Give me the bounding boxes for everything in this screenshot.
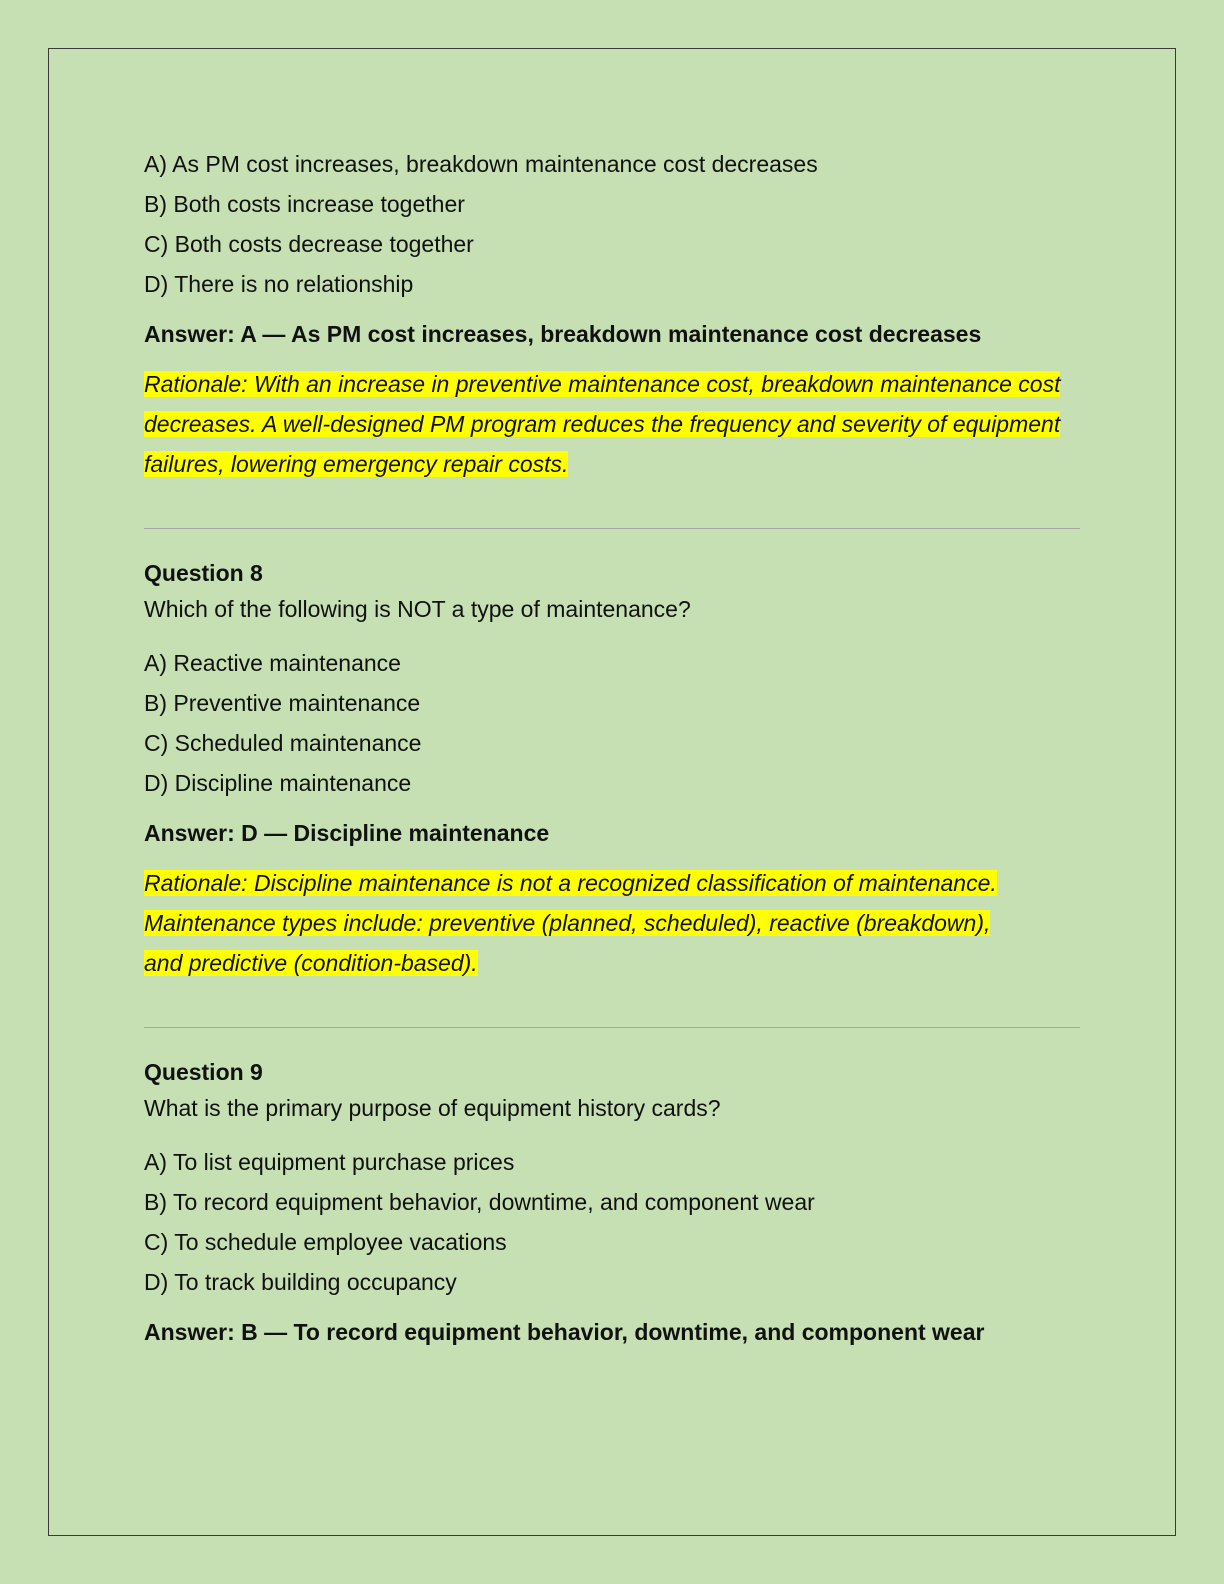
question-8-options <box>144 643 1080 803</box>
option-a: A) As PM cost increases, breakdown maintenance cost decreases <box>144 151 818 177</box>
option-a: A) To list equipment purchase prices <box>144 1149 515 1175</box>
page-content <box>144 144 1080 1348</box>
option-b: B) Both costs increase together <box>144 191 465 217</box>
question-9-options <box>144 1142 1080 1302</box>
rationale-q7-text: Rationale: With an increase in preventive maintenance cost, breakdown maintenance cost decreases. A well-designed PM program reduces the frequency and severity of equipment failures, lowering emergency repair costs. <box>144 371 1061 477</box>
question-8-title: Question 8 <box>144 560 263 586</box>
rationale-q8-text: Rationale: Discipline maintenance is not a recognized classification of maintenance. Maintenance types include: preventive (planned, scheduled), reactive (breakdown), and predictive (condition-based). <box>144 870 997 976</box>
divider <box>144 528 1080 529</box>
divider <box>144 1027 1080 1028</box>
answer-q8: Answer: D — Discipline maintenance <box>144 820 550 846</box>
question-9-title: Question 9 <box>144 1059 263 1085</box>
answer-q7: Answer: A — As PM cost increases, breakdown maintenance cost decreases <box>144 321 982 347</box>
question-9-text: What is the primary purpose of equipment history cards? <box>144 1095 721 1121</box>
option-d: D) Discipline maintenance <box>144 770 412 796</box>
option-d: D) There is no relationship <box>144 271 414 297</box>
option-a: A) Reactive maintenance <box>144 650 401 676</box>
option-d: D) To track building occupancy <box>144 1269 457 1295</box>
option-c: C) To schedule employee vacations <box>144 1229 507 1255</box>
answer-q9: Answer: B — To record equipment behavior, downtime, and component wear <box>144 1319 985 1345</box>
option-c: C) Scheduled maintenance <box>144 730 422 756</box>
option-b: B) Preventive maintenance <box>144 690 421 716</box>
question-7-options <box>144 144 1080 304</box>
rationale-q7 <box>144 364 1064 484</box>
question-8-text: Which of the following is NOT a type of maintenance? <box>144 596 691 622</box>
option-c: C) Both costs decrease together <box>144 231 474 257</box>
option-b: B) To record equipment behavior, downtime, and component wear <box>144 1189 815 1215</box>
rationale-q8 <box>144 863 1004 983</box>
